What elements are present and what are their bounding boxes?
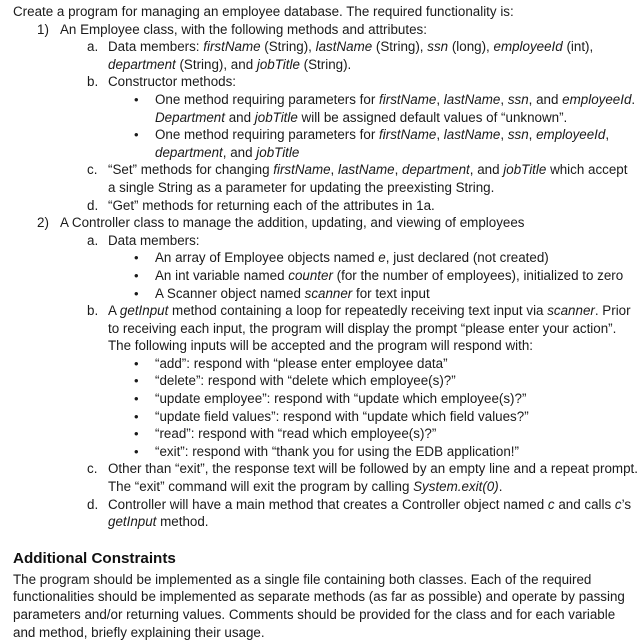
constraints-line: The program should be implemented as a single file containing both classes. Each of the required	[13, 571, 592, 587]
response-item-update-employee: • “update employee”: respond with “update which employee(s)?”	[134, 391, 527, 407]
s2-a-bullet-2: • An int variable named counter (for the number of employees), initialized to zero	[134, 267, 624, 283]
constraints-heading: Additional Constraints	[13, 549, 176, 567]
s2-item-d-line1: d. Controller will have a main method that creates a Controller object named c and calls c’s	[87, 496, 632, 512]
s2-item-c-line2: The “exit” command will exit the program by calling System.exit(0).	[108, 479, 503, 495]
bullet-icon: •	[134, 426, 139, 442]
s2-item-c-line1: c. Other than “exit”, the response text will be followed by an empty line and a repeat prompt.	[87, 461, 638, 477]
bullet-icon: •	[134, 443, 139, 459]
list-marker: c.	[87, 162, 98, 178]
s2-a-bullet-3: • A Scanner object named scanner for text input	[134, 285, 430, 301]
list-marker: 2)	[37, 215, 49, 231]
constraints-line: functionalities should be implemented as separate methods (as far as possible) and operate by passing	[13, 589, 625, 605]
section-2-title: 2) A Controller class to manage the addition, updating, and viewing of employees	[37, 215, 525, 231]
s2-item-b-line2: to receiving each input, the program will display the prompt “please enter your action”.	[108, 320, 617, 336]
bullet-icon: •	[134, 250, 139, 266]
s1-item-b-title: b. Constructor methods:	[87, 74, 237, 90]
list-marker: b.	[87, 303, 99, 319]
response-item-read: • “read”: respond with “read which employee(s)?”	[134, 426, 437, 442]
s1-b-bullet-1-line2: Department and jobTitle will be assigned default values of “unknown”.	[155, 109, 568, 125]
s2-item-d-line2: getInput method.	[108, 514, 209, 530]
s1-item-a-line1: a. Data members: firstName (String), lastName (String), ssn (long), employeeId (int),	[87, 39, 594, 55]
response-item-add: • “add”: respond with “please enter employee data”	[134, 355, 448, 371]
list-marker: a.	[87, 39, 99, 55]
constraints-line: parameters and/or returning values. Comments should be provided for the class and for each variable	[13, 607, 616, 622]
s2-item-b-line3: The following inputs will be accepted and the program will respond with:	[108, 338, 534, 354]
intro-text: Create a program for managing an employee database. The required functionality is:	[13, 4, 514, 19]
constraints-paragraph	[13, 571, 639, 641]
bullet-icon: •	[134, 285, 139, 301]
s1-b-bullet-1-line1: • One method requiring parameters for firstName, lastName, ssn, and employeeId.	[134, 91, 636, 107]
bullet-icon: •	[134, 373, 139, 389]
list-marker: c.	[87, 461, 98, 477]
bullet-icon: •	[134, 91, 139, 107]
bullet-icon: •	[134, 127, 139, 143]
s1-item-c-line1: c. “Set” methods for changing firstName, lastName, department, and jobTitle which accept	[87, 162, 628, 178]
s1-item-c-line2: a single String as a parameter for updating the preexisting String.	[108, 179, 495, 195]
response-item-update-field-values: • “update field values”: respond with “update which field values?”	[134, 408, 529, 424]
list-marker: b.	[87, 74, 99, 90]
s1-item-a-line2: department (String), and jobTitle (String).	[108, 56, 352, 72]
s2-item-b-line1: b. A getInput method containing a loop for repeatedly receiving text input via scanner. Prior	[87, 303, 631, 319]
s1-b-bullet-2-line1: • One method requiring parameters for firstName, lastName, ssn, employeeId,	[134, 127, 610, 143]
bullet-icon: •	[134, 267, 139, 283]
list-marker: a.	[87, 232, 99, 248]
list-marker: 1)	[37, 21, 49, 37]
s2-a-bullet-1: • An array of Employee objects named e, just declared (not created)	[134, 250, 549, 266]
response-item-delete: • “delete”: respond with “delete which employee(s)?”	[134, 373, 456, 389]
constraints-line: and method, briefly explaining their usage.	[13, 624, 265, 640]
list-marker: d.	[87, 496, 99, 512]
response-item-exit: • “exit”: respond with “thank you for using the EDB application!”	[134, 443, 519, 459]
s1-b-bullet-2-line2: department, and jobTitle	[155, 144, 300, 160]
bullet-icon: •	[134, 408, 139, 424]
bullet-icon: •	[134, 391, 139, 407]
s1-item-d: d. “Get” methods for returning each of the attributes in 1a.	[87, 197, 435, 213]
bullet-icon: •	[134, 355, 139, 371]
list-marker: d.	[87, 197, 99, 213]
section-1-title: 1) An Employee class, with the following methods and attributes:	[37, 21, 427, 37]
s2-item-a-title: a. Data members:	[87, 232, 200, 248]
